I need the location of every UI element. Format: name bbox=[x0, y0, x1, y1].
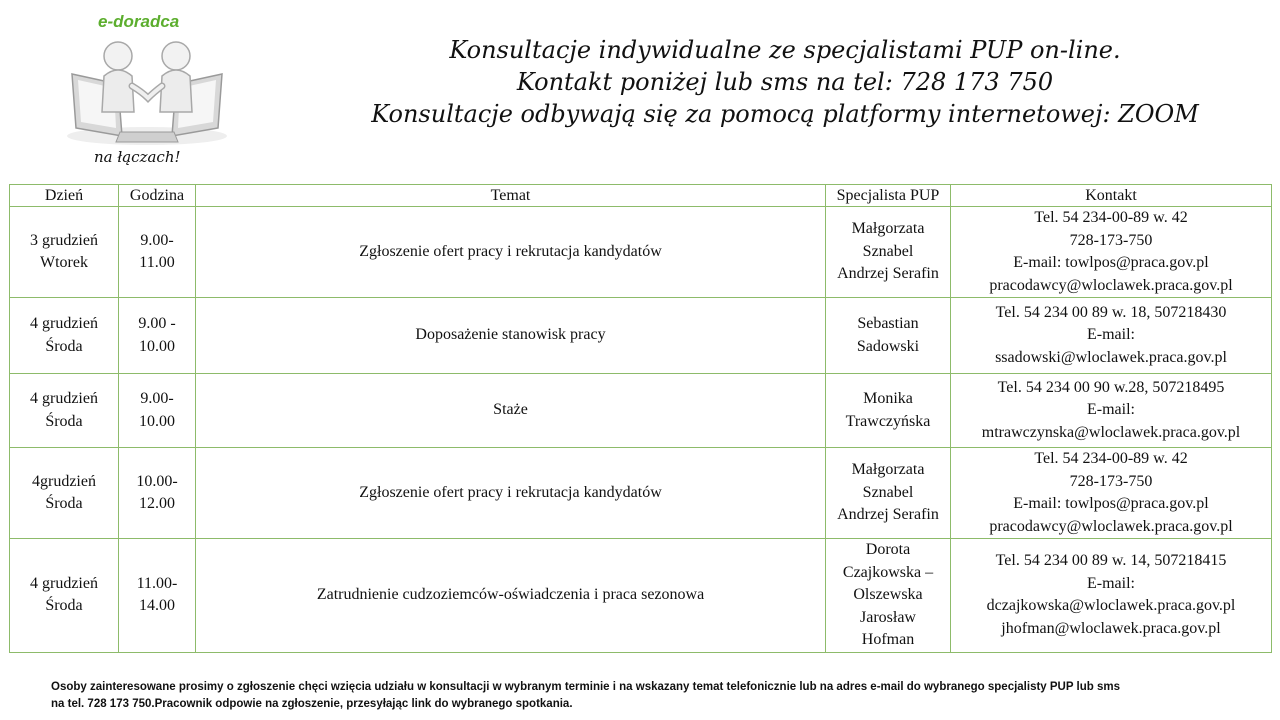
logo-title: e-doradca bbox=[98, 12, 180, 31]
hours-cell: 11.00- 14.00 bbox=[119, 539, 196, 653]
specialist-cell: Dorota Czajkowska – Olszewska Jarosław Hofman bbox=[826, 539, 951, 653]
topic-cell: Zgłoszenie ofert pracy i rekrutacja kandydatów bbox=[196, 448, 826, 539]
column-header-hours: Godzina bbox=[119, 185, 196, 207]
day-cell: 4 grudzień Środa bbox=[10, 374, 119, 448]
handshake-laptops-illustration bbox=[58, 36, 236, 148]
table-row bbox=[10, 374, 1272, 448]
consultation-schedule-table bbox=[9, 184, 1272, 653]
table-row bbox=[10, 207, 1272, 298]
hours-cell: 9.00- 11.00 bbox=[119, 207, 196, 298]
hours-cell: 10.00- 12.00 bbox=[119, 448, 196, 539]
table-row bbox=[10, 448, 1272, 539]
day-cell: 3 grudzień Wtorek bbox=[10, 207, 119, 298]
day-cell: 4 grudzień Środa bbox=[10, 298, 119, 374]
topic-cell: Zgłoszenie ofert pracy i rekrutacja kandydatów bbox=[196, 207, 826, 298]
hours-cell: 9.00- 10.00 bbox=[119, 374, 196, 448]
table-row bbox=[10, 298, 1272, 374]
table-header-row bbox=[10, 185, 1272, 207]
topic-cell: Doposażenie stanowisk pracy bbox=[196, 298, 826, 374]
day-cell: 4grudzień Środa bbox=[10, 448, 119, 539]
e-doradca-logo bbox=[58, 10, 236, 175]
specialist-cell: Małgorzata Sznabel Andrzej Serafin bbox=[826, 207, 951, 298]
contact-cell: Tel. 54 234-00-89 w. 42 728-173-750 E-mail: towlpos@praca.gov.pl pracodawcy@wloclawek.praca.gov.pl bbox=[951, 207, 1272, 298]
header-line-1: Konsultacje indywidualne ze specjalistami PUP on-line. bbox=[449, 36, 1121, 64]
contact-cell: Tel. 54 234 00 89 w. 14, 507218415 E-mail: dczajkowska@wloclawek.praca.gov.pl jhofman@wloclawek.praca.gov.pl bbox=[951, 539, 1272, 653]
hours-cell: 9.00 - 10.00 bbox=[119, 298, 196, 374]
specialist-cell: Małgorzata Sznabel Andrzej Serafin bbox=[826, 448, 951, 539]
header-line-2: Kontakt poniżej lub sms na tel: 728 173 750 bbox=[516, 68, 1054, 96]
contact-cell: Tel. 54 234-00-89 w. 42 728-173-750 E-mail: towlpos@praca.gov.pl pracodawcy@wloclawek.praca.gov.pl bbox=[951, 448, 1272, 539]
column-header-contact: Kontakt bbox=[951, 185, 1272, 207]
contact-cell: Tel. 54 234 00 89 w. 18, 507218430 E-mail: ssadowski@wloclawek.praca.gov.pl bbox=[951, 298, 1272, 374]
topic-cell: Zatrudnienie cudzoziemców-oświadczenia i praca sezonowa bbox=[196, 539, 826, 653]
footer-note bbox=[51, 679, 1261, 713]
table-row bbox=[10, 539, 1272, 653]
specialist-cell: Monika Trawczyńska bbox=[826, 374, 951, 448]
column-header-day: Dzień bbox=[10, 185, 119, 207]
footer-line-1: Osoby zainteresowane prosimy o zgłoszenie chęci wzięcia udziału w konsultacji w wybranym terminie i na wskazany temat telefonicznie lub na adres e-mail do wybranego specjalisty PUP lub sms bbox=[51, 681, 1120, 693]
contact-cell: Tel. 54 234 00 90 w.28, 507218495 E-mail: mtrawczynska@wloclawek.praca.gov.pl bbox=[951, 374, 1272, 448]
header-line-3: Konsultacje odbywają się za pomocą platformy internetowej: ZOOM bbox=[371, 100, 1199, 128]
page-header bbox=[290, 34, 1280, 130]
topic-cell: Staże bbox=[196, 374, 826, 448]
column-header-topic: Temat bbox=[196, 185, 826, 207]
specialist-cell: Sebastian Sadowski bbox=[826, 298, 951, 374]
column-header-specialist: Specjalista PUP bbox=[826, 185, 951, 207]
day-cell: 4 grudzień Środa bbox=[10, 539, 119, 653]
footer-line-2: na tel. 728 173 750.Pracownik odpowie na zgłoszenie, przesyłając link do wybranego spotkania. bbox=[51, 698, 573, 710]
logo-caption: na łączach! bbox=[94, 148, 181, 166]
